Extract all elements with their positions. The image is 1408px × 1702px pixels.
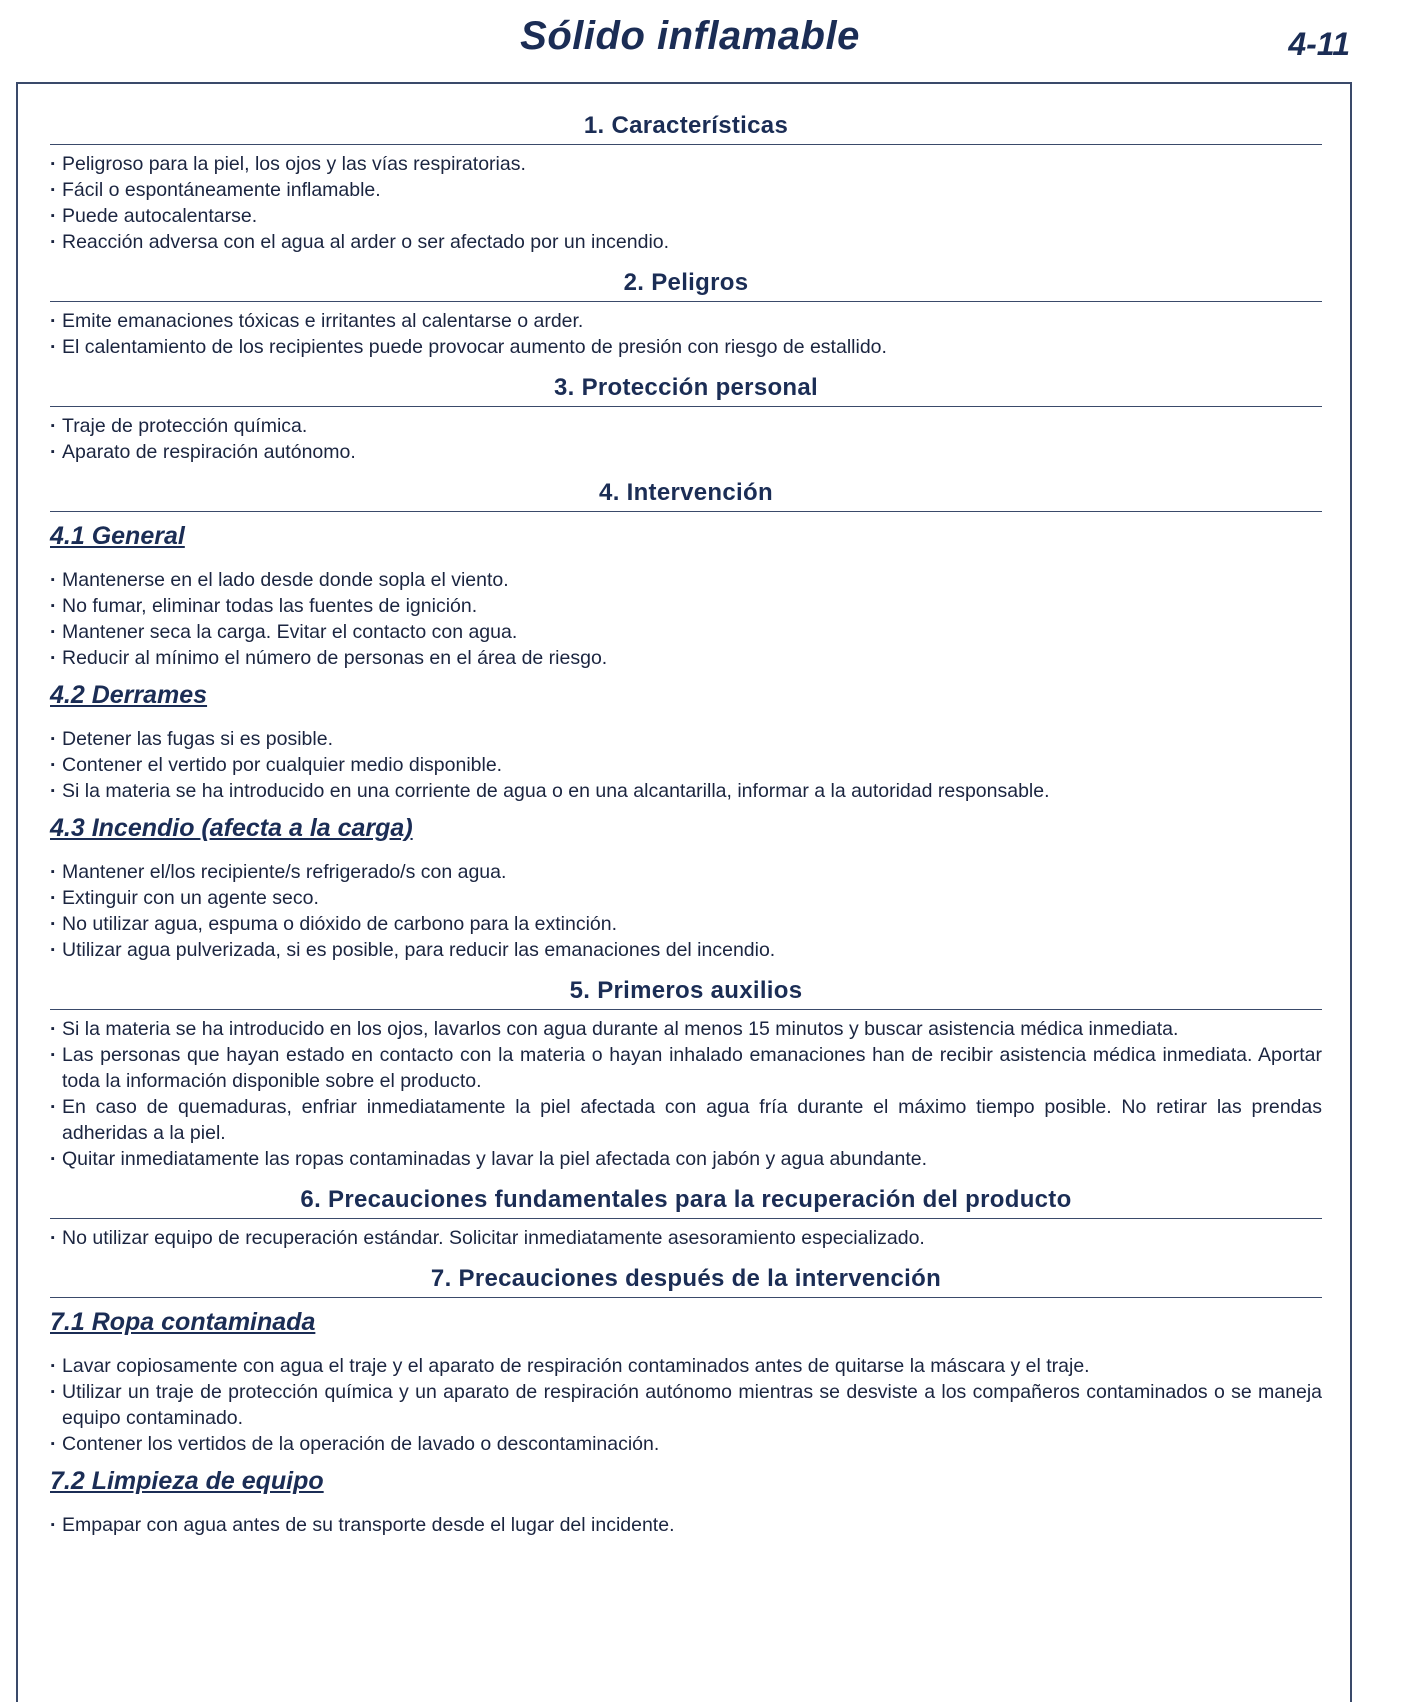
subsection xyxy=(50,814,1322,963)
bullet-item: · Lavar copiosamente con agua el traje y el aparato de respiración contaminados antes de quitarse la máscara y el traje. xyxy=(50,1353,1322,1379)
bullet-item: · No fumar, eliminar todas las fuentes de ignición. xyxy=(50,593,1322,619)
subsection-title: 4.3 Incendio (afecta a la carga) xyxy=(50,814,413,842)
subsection-title: 4.2 Derrames xyxy=(50,681,208,709)
section-heading: 2. Peligros xyxy=(50,269,1322,302)
page-number: 4-11 xyxy=(1288,26,1350,62)
section-6 xyxy=(50,1186,1322,1251)
section-heading: 5. Primeros auxilios xyxy=(50,977,1322,1010)
bullet-item: · Si la materia se ha introducido en los ojos, lavarlos con agua durante al menos 15 minutos y buscar asistencia médica inmediata. xyxy=(50,1016,1322,1042)
bullet-item: · Si la materia se ha introducido en una corriente de agua o en una alcantarilla, informar a la autoridad responsable. xyxy=(50,778,1322,804)
bullet-item: · Fácil o espontáneamente inflamable. xyxy=(50,177,1322,203)
bullet-list xyxy=(50,1512,1322,1538)
subsection xyxy=(50,522,1322,671)
bullet-item: · Emite emanaciones tóxicas e irritantes al calentarse o arder. xyxy=(50,308,1322,334)
section-heading: 3. Protección personal xyxy=(50,374,1322,407)
bullet-item: · Traje de protección química. xyxy=(50,413,1322,439)
section-3 xyxy=(50,374,1322,465)
bullet-item: · En caso de quemaduras, enfriar inmediatamente la piel afectada con agua fría durante el máximo tiempo posible. No retirar las prendas adheridas a la piel. xyxy=(50,1094,1322,1146)
bullet-item: · Peligroso para la piel, los ojos y las vías respiratorias. xyxy=(50,151,1322,177)
bullet-item: · Utilizar un traje de protección química y un aparato de respiración autónomo mientras se desviste a los compañeros contaminados o se maneja equipo contaminado. xyxy=(50,1379,1322,1431)
bullet-item: · Las personas que hayan estado en contacto con la materia o hayan inhalado emanaciones han de recibir asistencia médica inmediata. Aportar toda la información disponible sobre el producto. xyxy=(50,1042,1322,1094)
bullet-item: · Detener las fugas si es posible. xyxy=(50,726,1322,752)
bullet-list xyxy=(50,1353,1322,1457)
bullet-list xyxy=(50,413,1322,465)
bullet-item: · Quitar inmediatamente las ropas contaminadas y lavar la piel afectada con jabón y agua abundante. xyxy=(50,1146,1322,1172)
bullet-item: · Empapar con agua antes de su transporte desde el lugar del incidente. xyxy=(50,1512,1322,1538)
subsection-title: 7.2 Limpieza de equipo xyxy=(50,1467,324,1495)
bullet-item: · Reacción adversa con el agua al arder o ser afectado por un incendio. xyxy=(50,229,1322,255)
subsection-title: 7.1 Ropa contaminada xyxy=(50,1308,316,1336)
bullet-item: · No utilizar agua, espuma o dióxido de carbono para la extinción. xyxy=(50,911,1322,937)
bullet-item: · Utilizar agua pulverizada, si es posible, para reducir las emanaciones del incendio. xyxy=(50,937,1322,963)
section-heading: 1. Características xyxy=(50,112,1322,145)
bullet-list xyxy=(50,859,1322,963)
bullet-list xyxy=(50,567,1322,671)
subsection xyxy=(50,1308,1322,1457)
bullet-item: · Extinguir con un agente seco. xyxy=(50,885,1322,911)
bullet-item: · Mantener el/los recipiente/s refrigerado/s con agua. xyxy=(50,859,1322,885)
bullet-item: · No utilizar equipo de recuperación estándar. Solicitar inmediatamente asesoramiento especializado. xyxy=(50,1225,1322,1251)
subsection xyxy=(50,681,1322,804)
section-1 xyxy=(50,112,1322,255)
section-4 xyxy=(50,479,1322,963)
section-2 xyxy=(50,269,1322,360)
bullet-item: · Mantener seca la carga. Evitar el contacto con agua. xyxy=(50,619,1322,645)
bullet-item: · El calentamiento de los recipientes puede provocar aumento de presión con riesgo de estallido. xyxy=(50,334,1322,360)
section-heading: 4. Intervención xyxy=(50,479,1322,512)
section-heading: 6. Precauciones fundamentales para la recuperación del producto xyxy=(50,1186,1322,1219)
bullet-item: · Aparato de respiración autónomo. xyxy=(50,439,1322,465)
bullet-item: · Mantenerse en el lado desde donde sopla el viento. xyxy=(50,567,1322,593)
bullet-item: · Reducir al mínimo el número de personas en el área de riesgo. xyxy=(50,645,1322,671)
section-heading: 7. Precauciones después de la intervención xyxy=(50,1265,1322,1298)
bullet-item: · Contener los vertidos de la operación de lavado o descontaminación. xyxy=(50,1431,1322,1457)
bullet-list xyxy=(50,726,1322,804)
bullet-list xyxy=(50,1225,1322,1251)
section-7 xyxy=(50,1265,1322,1538)
bullet-item: · Contener el vertido por cualquier medio disponible. xyxy=(50,752,1322,778)
document-body xyxy=(50,112,1322,1552)
page-title: Sólido inflamable xyxy=(520,14,860,58)
section-5 xyxy=(50,977,1322,1172)
subsection xyxy=(50,1467,1322,1538)
bullet-list xyxy=(50,1016,1322,1172)
bullet-list xyxy=(50,151,1322,255)
bullet-item: · Puede autocalentarse. xyxy=(50,203,1322,229)
subsection-title: 4.1 General xyxy=(50,522,185,550)
bullet-list xyxy=(50,308,1322,360)
